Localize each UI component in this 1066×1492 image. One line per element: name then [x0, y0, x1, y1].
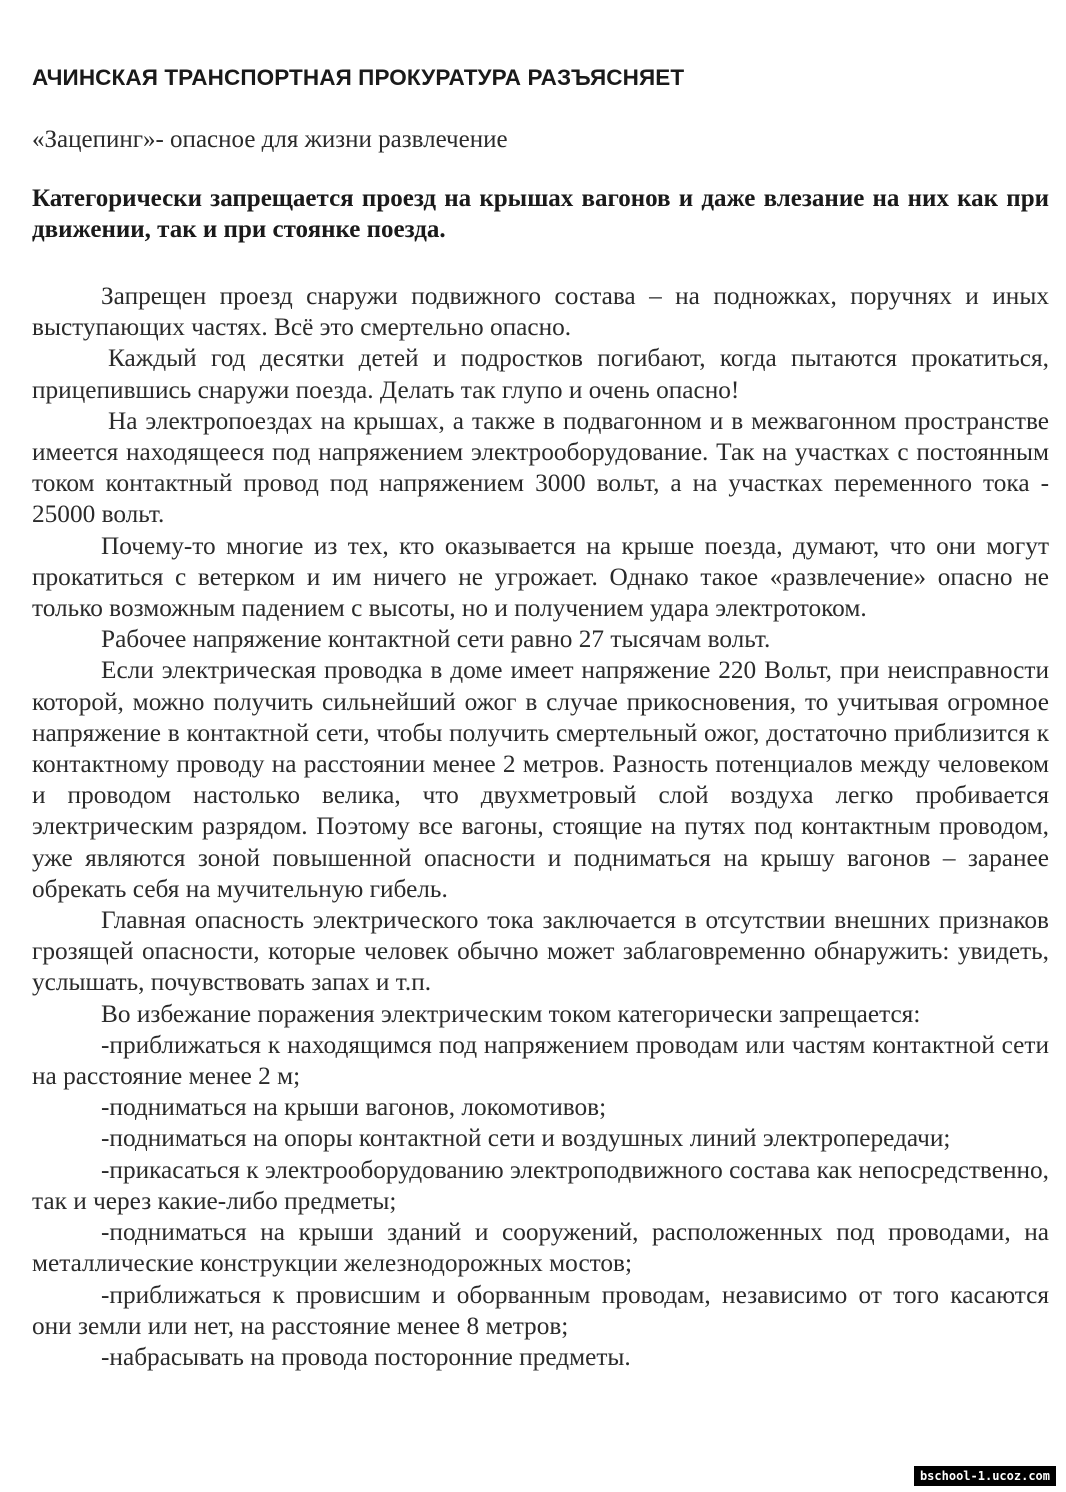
- document-body: [32, 281, 1049, 1373]
- paragraph: Запрещен проезд снаружи подвижного состава – на подножках, поручнях и иных выступающих частях. Всё это смертельно опасно.: [32, 282, 1049, 342]
- site-watermark: bschool-1.ucoz.com: [914, 1466, 1056, 1486]
- list-item: -прикасаться к электрооборудованию электроподвижного состава как непосредственно, так и через какие-либо предметы;: [32, 1155, 1049, 1215]
- paragraph: Рабочее напряжение контактной сети равно 27 тысячам вольт.: [101, 625, 771, 654]
- document-title: АЧИНСКАЯ ТРАНСПОРТНАЯ ПРОКУРАТУРА РАЗЪЯСНЯЕТ: [32, 65, 685, 90]
- warning-statement: Категорически запрещается проезд на крышах вагонов и даже влезание на них как при движении, так и при стоянке поезда.: [32, 185, 1049, 243]
- paragraph: Если электрическая проводка в доме имеет напряжение 220 Вольт, при неисправности которой, можно получить сильнейший ожог в случае прикосновения, то учитывая огромное напряжение в контактной сети, чтобы получить смертельный ожог, достаточно приблизится к контактному проводу на расстоянии менее 2 метров. Разность потенциалов между человеком и проводом настолько велика, что двухметровый слой воздуха легко пробивается электрическим разрядом. Поэтому все вагоны, стоящие на путях под контактным проводом, уже являются зоной повышенной опасности и подниматься на крышу вагонов – заранее обрекать себя на мучительную гибель.: [32, 656, 1049, 903]
- paragraph: Почему-то многие из тех, кто оказывается на крыше поезда, думают, что они могут прокатиться с ветерком и им ничего не угрожает. Однако такое «развлечение» опасно не только возможным падением с высоты, но и получением удара электротоком.: [32, 531, 1049, 623]
- list-item: -подниматься на крыши вагонов, локомотивов;: [101, 1093, 607, 1122]
- paragraph: Во избежание поражения электрическим током категорически запрещается:: [101, 999, 921, 1028]
- list-item: -приближаться к находящимся под напряжением проводам или частям контактной сети на расстояние менее 2 м;: [32, 1030, 1049, 1091]
- paragraph: Каждый год десятки детей и подростков погибают, когда пытаются прокатиться, прицепившись снаружи поезда. Делать так глупо и очень опасно!: [32, 344, 1049, 404]
- list-item: -подниматься на опоры контактной сети и воздушных линий электропередачи;: [101, 1124, 951, 1153]
- document-subtitle: «Зацепинг»- опасное для жизни развлечение: [32, 126, 508, 153]
- paragraph: Главная опасность электрического тока заключается в отсутствии внешних признаков грозящей опасности, которые человек обычно может заблаговременно обнаружить: увидеть, услышать, почувствовать запах и т.п.: [32, 906, 1049, 997]
- document-page: [32, 58, 1049, 1373]
- list-item: -приближаться к провисшим и оборванным проводам, независимо от того касаются они земли или нет, на расстояние менее 8 метров;: [32, 1280, 1049, 1340]
- paragraph: На электропоездах на крышах, а также в подвагонном и в межвагонном пространстве имеется находящееся под напряжением электрооборудование. Так на участках с постоянным током контактный провод под напряжением 3000 вольт, а на участках переменного тока - 25000 вольт.: [32, 406, 1049, 529]
- list-item: -набрасывать на провода посторонние предметы.: [101, 1342, 631, 1371]
- list-item: -подниматься на крыши зданий и сооружений, расположенных под проводами, на металлические конструкции железнодорожных мостов;: [32, 1218, 1049, 1278]
